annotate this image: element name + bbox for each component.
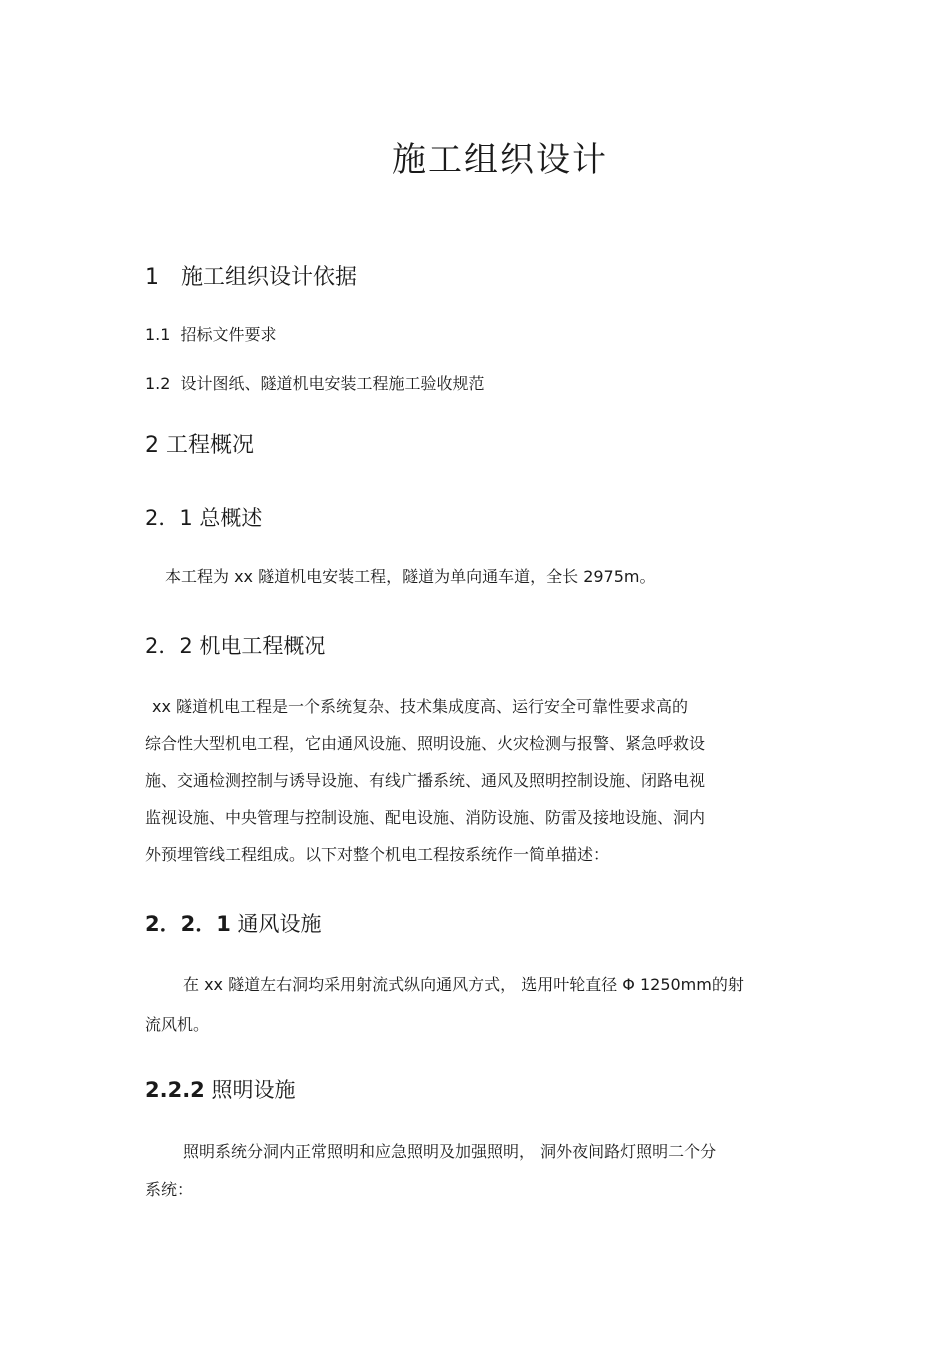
section-2-2-1-line-1: 在 xx 隧道左右洞均采用射流式纵向通风方式， 选用叶轮直径 Φ 1250mm的射 — [183, 975, 744, 994]
section-2-2-1-heading — [145, 908, 322, 938]
section-2-2-2-line-1: 照明系统分洞内正常照明和应急照明及加强照明， 洞外夜间路灯照明二个分 — [183, 1142, 717, 1161]
section-2-2-line-5: 外预埋管线工程组成。以下对整个机电工程按系统作一简单描述： — [145, 845, 610, 864]
section-1-2-number: 1.2 — [145, 374, 171, 393]
section-1-2-text: 设计图纸、隧道机电安装工程施工验收规范 — [180, 374, 485, 393]
section-1-heading — [145, 260, 357, 291]
section-1-title: 施工组织设计依据 — [181, 265, 358, 290]
section-2-2-heading: 2．2 机电工程概况 — [145, 634, 326, 658]
document-title: 施工组织设计 — [392, 140, 608, 180]
section-1-1-number: 1.1 — [145, 325, 171, 344]
section-2-2-1-number: 2．2．1 — [145, 912, 231, 936]
section-2-1-heading: 2．1 总概述 — [145, 506, 263, 530]
section-2-1-paragraph: 本工程为 xx 隧道机电安装工程，隧道为单向通车道，全长 2975m。 — [165, 567, 656, 586]
section-2-2-2-line-2: 系统： — [145, 1180, 194, 1199]
section-2-2-1-line-2: 流风机。 — [145, 1015, 210, 1034]
section-1-1-text: 招标文件要求 — [180, 325, 277, 344]
section-2-2-line-3: 施、交通检测控制与诱导设施、有线广播系统、通风及照明控制设施、闭路电视 — [145, 771, 706, 790]
section-1-1 — [145, 322, 276, 345]
section-1-number: 1 — [145, 265, 159, 290]
section-2-2-line-4: 监视设施、中央管理与控制设施、配电设施、消防设施、防雷及接地设施、洞内 — [145, 808, 706, 827]
section-2-2-2-number: 2.2.2 — [145, 1078, 205, 1102]
section-2-2-2-title: 照明设施 — [211, 1078, 296, 1102]
section-2-2-line-1: xx 隧道机电工程是一个系统复杂、技术集成度高、运行安全可靠性要求高的 — [152, 697, 689, 716]
section-2-heading: 2 工程概况 — [145, 433, 254, 458]
section-2-2-line-2: 综合性大型机电工程，它由通风设施、照明设施、火灾检测与报警、紧急呼救设 — [145, 734, 706, 753]
section-2-2-1-title: 通风设施 — [237, 912, 322, 936]
section-2-2-2-heading — [145, 1074, 295, 1104]
section-1-2 — [145, 371, 484, 394]
